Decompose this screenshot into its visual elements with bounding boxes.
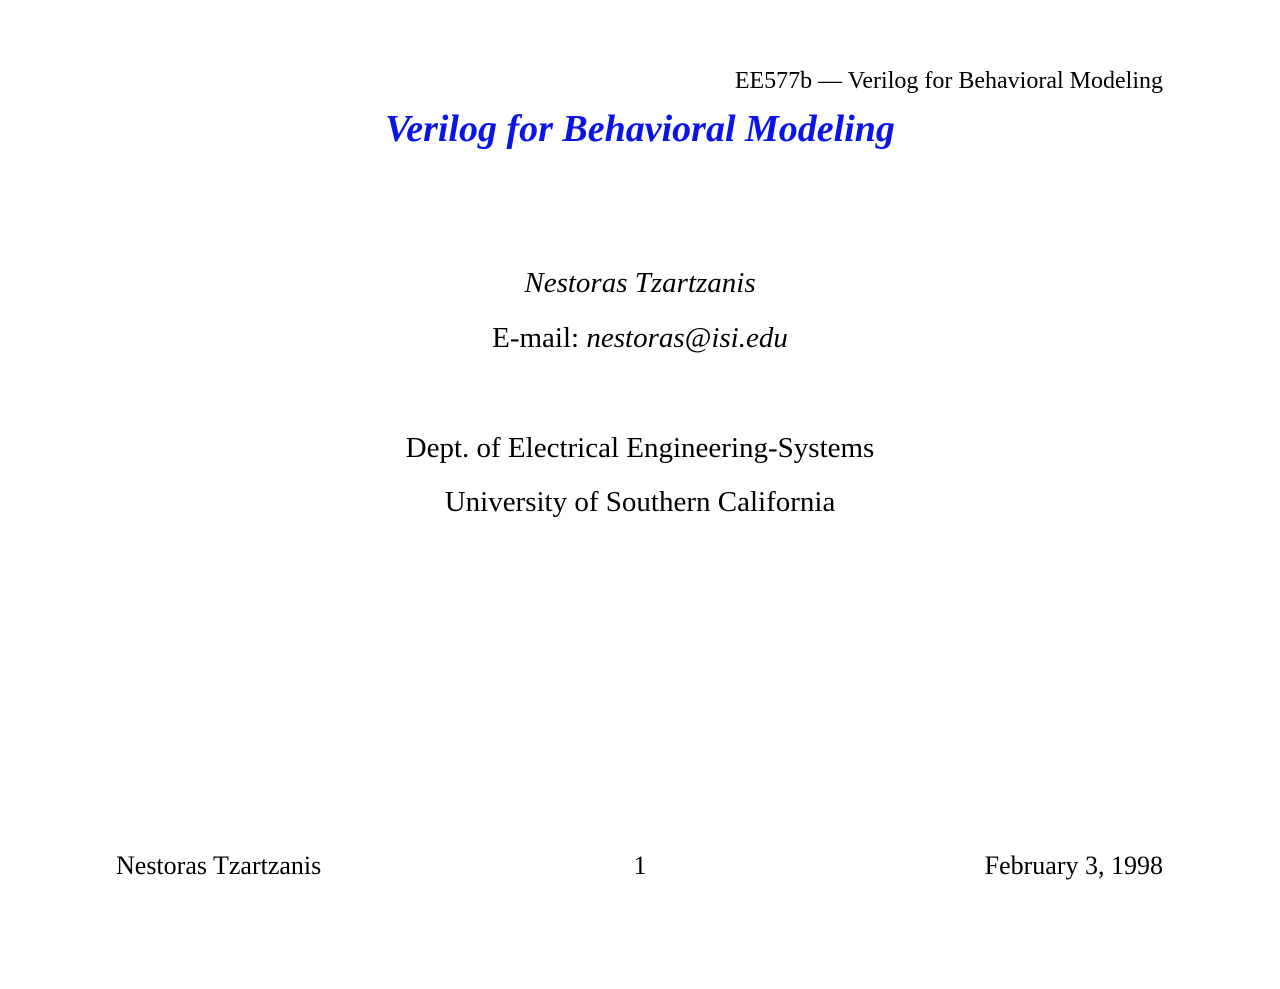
email-address: nestoras@isi.edu: [586, 322, 788, 354]
email-line: [0, 320, 1280, 356]
footer-author: Nestoras Tzartzanis: [116, 851, 322, 880]
university: University of Southern California: [444, 486, 836, 518]
department: Dept. of Electrical Engineering-Systems: [405, 432, 875, 464]
running-header: EE577b — Verilog for Behavioral Modeling: [734, 68, 1163, 94]
page-number: 1: [633, 851, 647, 880]
author-name: Nestoras Tzartzanis: [524, 267, 756, 299]
footer-date: February 3, 1998: [984, 851, 1163, 880]
email-label: E-mail:: [492, 322, 580, 354]
slide-title: Verilog for Behavioral Modeling: [385, 108, 895, 150]
